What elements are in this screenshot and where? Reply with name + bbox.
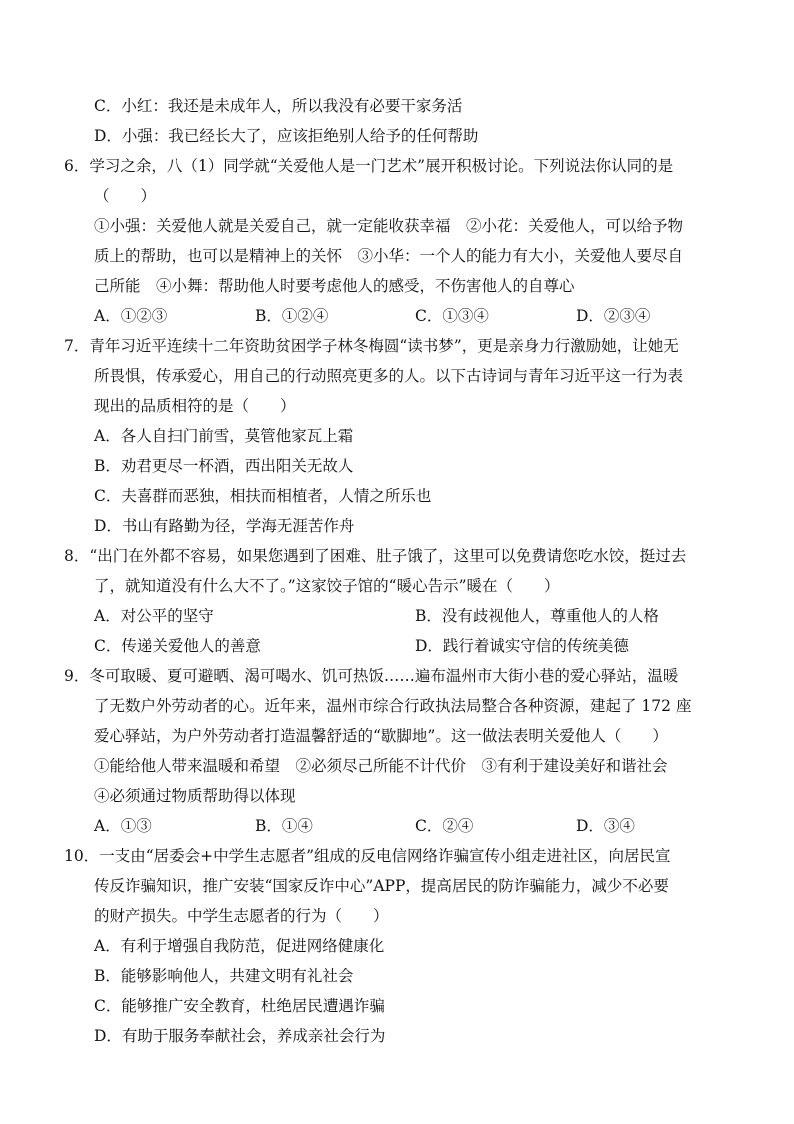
q7-option-b: B．劝君更尽一杯酒，西出阳关无故人 <box>94 457 354 475</box>
q10-option-a: A．有利于增强自我防范，促进网络健康化 <box>94 937 385 955</box>
q6-option-b: B．①②④ <box>255 307 329 325</box>
q8-option-a: A．对公平的坚守 <box>94 607 214 625</box>
q10-stem-line-1: 10．一支由“居委会+中学生志愿者”组成的反电信网络诈骗宣传小组走进社区，向居民宣 <box>64 847 671 865</box>
q9-option-d: D．③④ <box>576 817 635 835</box>
q7-stem-line-3: 现出的品质相符的是（ ） <box>94 397 296 415</box>
q7-stem-line-2: 所畏惧，传承爱心，用自己的行动照亮更多的人。以下古诗词与青年习近平这一行为表 <box>94 367 684 385</box>
q6-body-line-1: ①小强：关爱他人就是关爱自己，就一定能收获幸福 ②小花：关爱他人，可以给予物 <box>94 217 684 235</box>
q10-option-b: B．能够影响他人，共建文明有礼社会 <box>94 967 354 985</box>
q7-stem-line-1: 7．青年习近平连续十二年资助贫困学子林冬梅圆“读书梦”，更是亲身力行激励她，让她无 <box>64 337 679 355</box>
q6-stem-line-1: 6．学习之余，八（1）同学就“关爱他人是一门艺术”展开积极讨论。下列说法你认同的是 <box>64 157 674 175</box>
q9-stem-line-1: 9．冬可取暖、夏可避晒、渴可喝水、饥可热饭……遍布温州市大街小巷的爱心驿站，温暖 <box>64 667 679 685</box>
q8-option-b: B．没有歧视他人，尊重他人的人格 <box>415 607 659 625</box>
q8-option-d: D．践行着诚实守信的传统美德 <box>415 637 629 655</box>
q10-option-d: D．有助于服务奉献社会，养成亲社会行为 <box>94 1027 386 1045</box>
q8-stem-line-1: 8．“出门在外都不容易，如果您遇到了困难、肚子饿了，这里可以免费请您吃水饺，挺过去 <box>64 547 687 565</box>
q5-option-d: D．小强：我已经长大了，应该拒绝别人给予的任何帮助 <box>94 127 479 145</box>
q10-option-c: C．能够推广安全教育，杜绝居民遭遇诈骗 <box>94 997 385 1015</box>
q8-option-c: C．传递关爱他人的善意 <box>94 637 261 655</box>
q9-option-a: A．①③ <box>94 817 152 835</box>
q7-option-c: C．夫喜群而恶独，相扶而相植者，人情之所乐也 <box>94 487 432 505</box>
q9-stem-line-3: 爱心驿站，为户外劳动者打造温馨舒适的“歇脚地”。这一做法表明关爱他人（ ） <box>94 727 668 745</box>
q8-stem-line-2: 了，就知道没有什么大不了。”这家饺子馆的“暖心告示”暖在（ ） <box>94 577 560 595</box>
q7-option-a: A．各人自扫门前雪，莫管他家瓦上霜 <box>94 427 354 445</box>
q9-option-c: C．②④ <box>415 817 474 835</box>
q6-option-c: C．①③④ <box>415 307 489 325</box>
q5-option-c: C．小红：我还是未成年人，所以我没有必要干家务活 <box>94 97 463 115</box>
q9-body-line-1: ①能给他人带来温暖和希望 ②必须尽己所能不计代价 ③有利于建设美好和谐社会 <box>94 757 668 775</box>
q7-option-d: D．书山有路勤为径，学海无涯苦作舟 <box>94 517 355 535</box>
q6-option-a: A．①②③ <box>94 307 168 325</box>
q10-stem-line-2: 传反诈骗知识，推广安装“国家反诈中心”APP，提高居民的防诈骗能力，减少不必要 <box>94 877 669 895</box>
q9-stem-line-2: 了无数户外劳动者的心。近年来，温州市综合行政执法局整合各种资源，建起了 172 座 <box>94 697 692 715</box>
q6-option-d: D．②③④ <box>576 307 651 325</box>
q10-stem-line-3: 的财产损失。中学生志愿者的行为（ ） <box>94 907 389 925</box>
q6-body-line-2: 质上的帮助，也可以是精神上的关怀 ③小华：一个人的能力有大小，关爱他人要尽自 <box>94 247 684 265</box>
q9-option-b: B．①④ <box>255 817 313 835</box>
q6-stem-line-2: （ ） <box>94 187 157 205</box>
q6-body-line-3: 己所能 ④小舞：帮助他人时要考虑他人的感受，不伤害他人的自尊心 <box>94 277 575 295</box>
q9-body-line-2: ④必须通过物质帮助得以体现 <box>94 787 296 805</box>
